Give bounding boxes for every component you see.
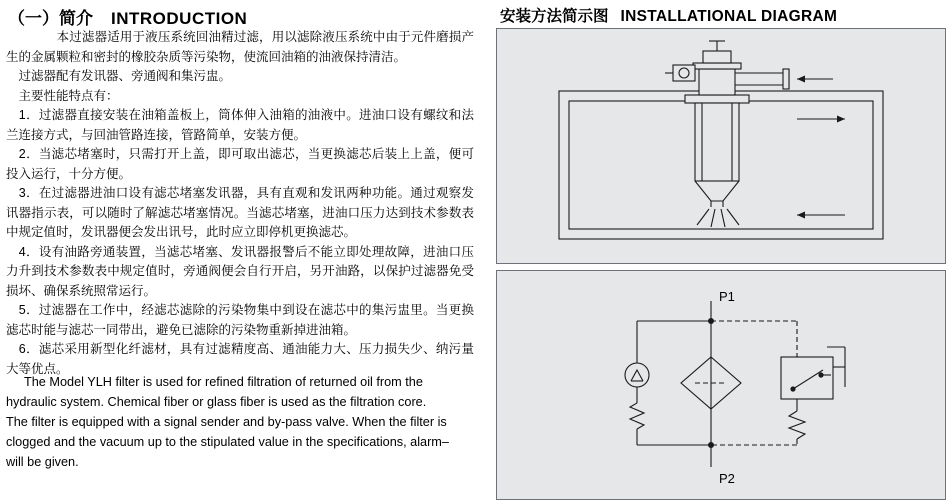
- cn-paragraph: 4．设有油路旁通装置，当滤芯堵塞、发讯器报警后不能立即处理故障，进油口压力升到技术参数表中规定值时，旁通阀便会自行开启，另开油路，以保护过滤器免受损坏、确保系统照常运行。: [6, 244, 474, 298]
- section-heading: [8, 4, 247, 29]
- cn-paragraph: 6．滤芯采用新型化纤滤材，具有过滤精度高、通油能力大、压力损失少、纳污量大等优点。: [6, 342, 474, 376]
- label-p2: P2: [719, 471, 735, 486]
- hydraulic-schematic-panel: [496, 270, 946, 500]
- section-heading-en: INTRODUCTION: [111, 9, 248, 28]
- diagram-heading: [500, 4, 837, 26]
- cn-paragraph: 主要性能特点有：: [6, 88, 119, 103]
- en-line: hydraulic system. Chemical fiber or glass fiber is used as the filtration core.: [6, 395, 427, 409]
- hydraulic-schematic-drawing: [497, 271, 945, 499]
- english-body-text: [6, 372, 476, 472]
- installation-diagram-drawing: [497, 29, 945, 263]
- cn-paragraph: 过滤器配有发讯器、旁通阀和集污盅。: [6, 69, 232, 83]
- cn-paragraph: 1．过滤器直接安装在油箱盖板上，筒体伸入油箱的油液中。进油口设有螺纹和法兰连接方式，与回油管路连接，管路简单，安装方便。: [6, 108, 474, 142]
- en-line: will be given.: [6, 455, 79, 469]
- en-line: clogged and the vacuum up to the stipulated value in the specifications, alarm–: [6, 435, 449, 449]
- cn-paragraph: 2．当滤芯堵塞时，只需打开上盖，即可取出滤芯，当更换滤芯后装上上盖，便可投入运行，十分方便。: [6, 147, 474, 181]
- chinese-body-text: [6, 28, 474, 379]
- label-p1: P1: [719, 289, 735, 304]
- right-column: [492, 0, 948, 504]
- en-line: The Model YLH filter is used for refined filtration of returned oil from the: [24, 375, 423, 389]
- cn-paragraph: 3．在过滤器进油口设有滤芯堵塞发讯器，具有直观和发讯两种功能。通过观察发讯器指示表，可以随时了解滤芯堵塞情况。当滤芯堵塞，进油口压力达到技术参数表中规定值时，发讯器便会发出讯号，此时应立即停机更换滤芯。: [6, 186, 474, 239]
- section-heading-cn: （一）简介: [8, 9, 93, 28]
- installation-diagram-panel: [496, 28, 946, 264]
- en-line: The filter is equipped with a signal sender and by-pass valve. When the filter is: [6, 415, 447, 429]
- diagram-heading-en: INSTALLATIONAL DIAGRAM: [620, 8, 838, 25]
- cn-paragraph: 5．过滤器在工作中，经滤芯滤除的污染物集中到设在滤芯中的集污盅里。当更换滤芯时能与滤芯一同带出，避免已滤除的污染物重新掉进油箱。: [6, 303, 474, 337]
- diagram-heading-cn: 安装方法简示图: [500, 8, 609, 25]
- cn-paragraph: 本过滤器适用于液压系统回油精过滤，用以滤除液压系统中由于元件磨损产生的金属颗粒和密封的橡胶杂质等污染物，使流回油箱的油液保持清洁。: [6, 30, 474, 64]
